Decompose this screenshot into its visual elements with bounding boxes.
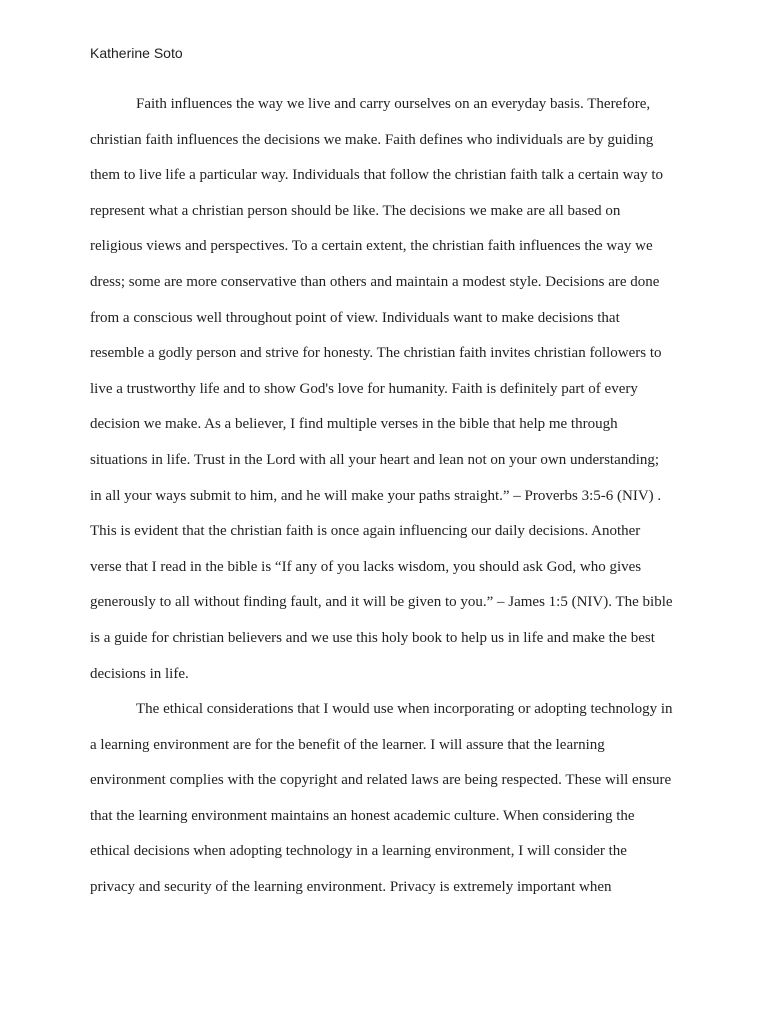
text-line: in all your ways submit to him, and he will make your paths straight.” – Proverbs 3:5-6 (NIV) .: [90, 487, 662, 504]
text-line: environment complies with the copyright and related laws are being respected. These will ensure: [90, 772, 672, 789]
author-name: Katherine Soto: [90, 45, 183, 61]
text-line: that the learning environment maintains an honest academic culture. When considering the: [90, 807, 635, 824]
text-line: privacy and security of the learning environment. Privacy is extremely important when: [90, 879, 612, 896]
text-line: ethical decisions when adopting technology in a learning environment, I will consider the: [90, 843, 627, 860]
text-line: from a conscious well throughout point of view. Individuals want to make decisions that: [90, 309, 620, 326]
text-line: a learning environment are for the benefit of the learner. I will assure that the learning: [90, 736, 605, 753]
text-line: resemble a godly person and strive for honesty. The christian faith invites christian followers to: [90, 345, 662, 362]
text-line: This is evident that the christian faith is once again influencing our daily decisions. Another: [90, 523, 641, 540]
text-line: verse that I read in the bible is “If any of you lacks wisdom, you should ask God, who gives: [90, 558, 642, 575]
text-line: situations in life. Trust in the Lord with all your heart and lean not on your own understanding;: [90, 451, 660, 468]
text-line: live a trustworthy life and to show God's love for humanity. Faith is definitely part of every: [90, 380, 638, 397]
text-line: represent what a christian person should be like. The decisions we make are all based on: [90, 202, 621, 219]
text-line: them to live life a particular way. Individuals that follow the christian faith talk a certain way to: [90, 167, 664, 184]
text-line: dress; some are more conservative than others and maintain a modest style. Decisions are done: [90, 273, 660, 290]
text-line: generously to all without finding fault, and it will be given to you.” – James 1:5 (NIV). The bible: [90, 594, 673, 611]
essay-body: [90, 87, 682, 906]
text-line: The ethical considerations that I would use when incorporating or adopting technology in: [136, 701, 673, 718]
text-line: is a guide for christian believers and we use this holy book to help us in life and make the best: [90, 629, 655, 646]
text-line: christian faith influences the decisions we make. Faith defines who individuals are by guiding: [90, 131, 654, 148]
text-line: Faith influences the way we live and carry ourselves on an everyday basis. Therefore,: [136, 96, 651, 112]
text-line: religious views and perspectives. To a certain extent, the christian faith influences the way we: [90, 238, 653, 255]
text-line: decisions in life.: [90, 665, 189, 682]
text-line: decision we make. As a believer, I find multiple verses in the bible that help me through: [90, 416, 618, 433]
